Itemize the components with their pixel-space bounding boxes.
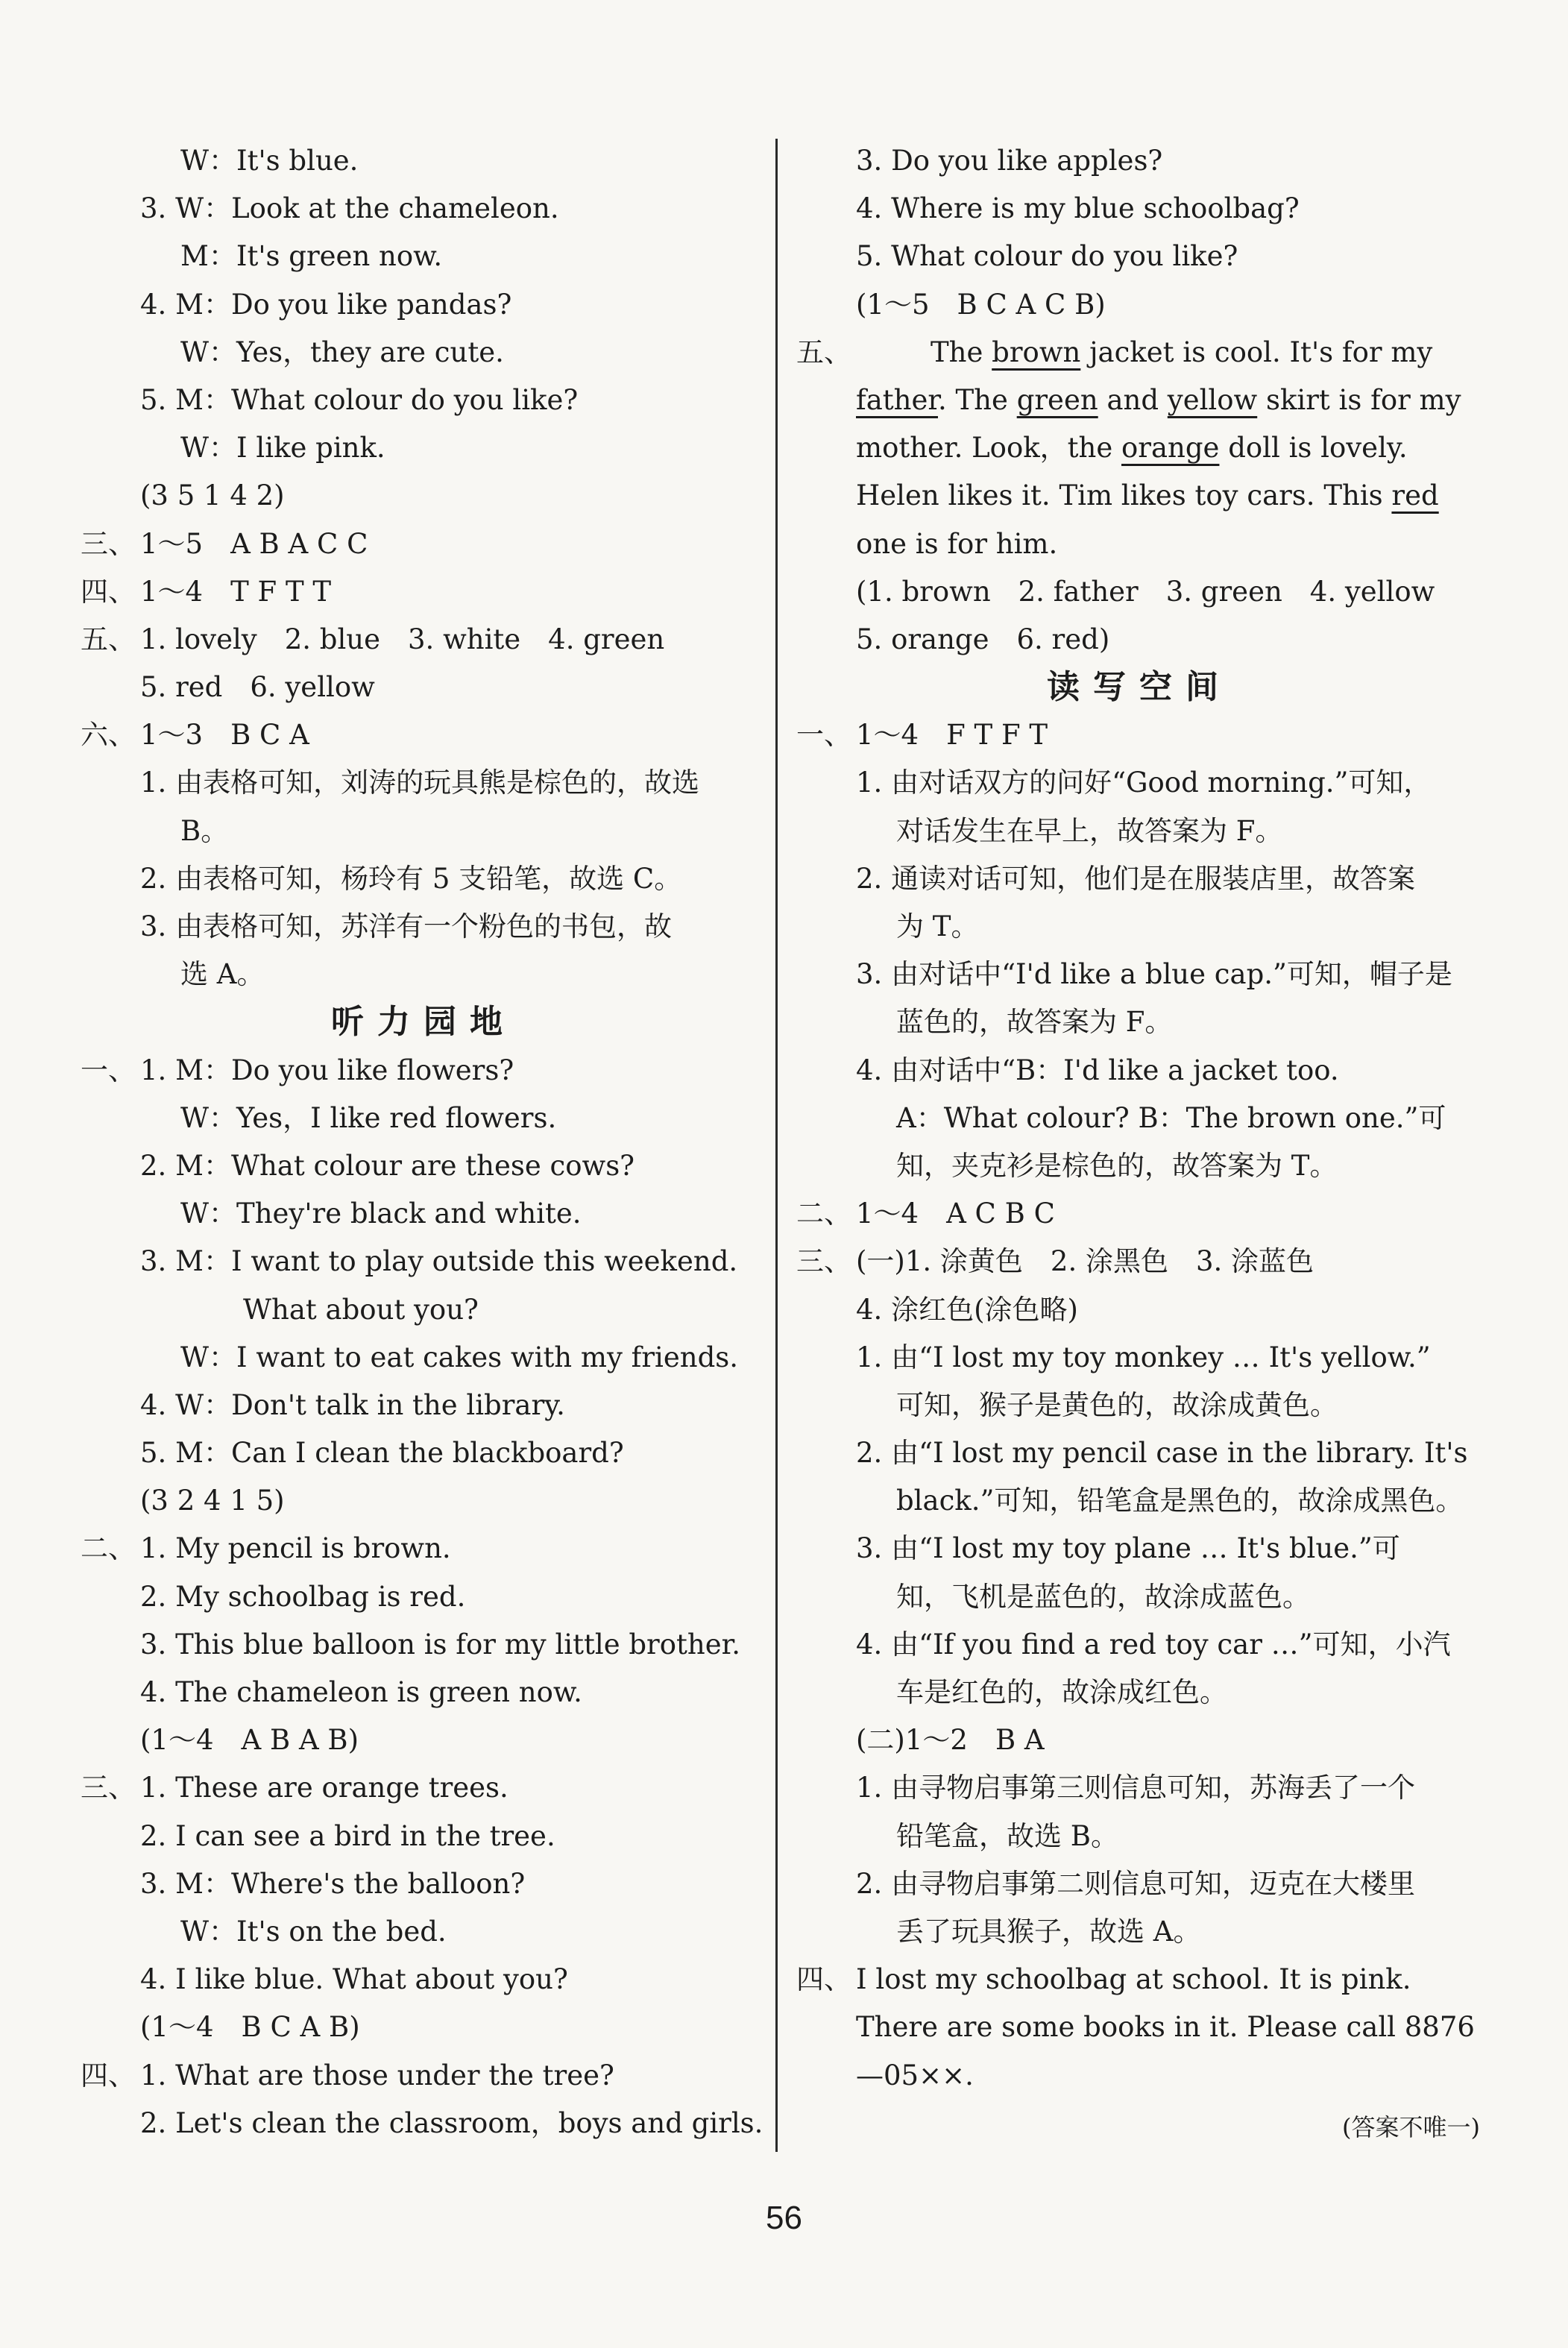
filled-blank: green: [1016, 383, 1098, 416]
line-text: 1. M：Do you like flowers?: [140, 1054, 514, 1086]
line-text: (一)1. 涂黄色 2. 涂黑色 3. 涂蓝色: [856, 1245, 1314, 1278]
answer-line: [796, 1095, 1482, 1142]
line-text: B。: [180, 814, 229, 847]
answer-line: [81, 1382, 766, 1429]
line-text: [856, 424, 1408, 472]
text-run: Helen likes it. Tim likes toy cars. This: [856, 479, 1392, 512]
answer-line: [81, 2100, 766, 2147]
answer-line: [796, 281, 1482, 329]
line-text: (1～4 A B A B): [140, 1724, 359, 1757]
line-text: 5. M：Can I clean the blackboard?: [140, 1437, 624, 1470]
filled-blank: red: [1391, 479, 1439, 512]
line-text: 1～4 A C B C: [856, 1197, 1055, 1230]
text-run: skirt is for my: [1257, 383, 1461, 416]
line-text: 3. 由“I lost my toy plane … It's blue.”可: [856, 1532, 1400, 1565]
answer-line: [796, 377, 1482, 424]
line-text: 5. orange 6. red): [856, 623, 1110, 655]
answer-line: [796, 137, 1482, 185]
line-text: W：I like pink.: [180, 432, 385, 465]
line-text: 1. 由“I lost my toy monkey … It's yellow.”: [856, 1341, 1431, 1373]
line-text: (1～4 B C A B): [140, 2011, 360, 2044]
answer-line: [81, 1238, 766, 1285]
line-text: W：Yes，I like red flowers.: [180, 1101, 557, 1134]
answer-line: [81, 903, 766, 951]
answer-line: [81, 281, 766, 329]
line-text: 1～5 A B A C C: [140, 527, 368, 560]
section-number: 五、: [81, 623, 136, 655]
answer-line: [796, 1286, 1482, 1334]
answer-line: [81, 1095, 766, 1142]
answer-line: [796, 903, 1482, 951]
answer-line: [81, 2004, 766, 2051]
line-text: W：I want to eat cakes with my friends.: [180, 1341, 739, 1373]
line-text: 车是红色的，故涂成红色。: [896, 1676, 1227, 1708]
answer-line: [796, 568, 1482, 616]
answer-line: [796, 1334, 1482, 1382]
answer-line: [81, 1716, 766, 1764]
answer-line: [796, 520, 1482, 568]
answer-line: [81, 1047, 766, 1095]
line-text: 3. W：Look at the chameleon.: [140, 192, 559, 225]
line-text: W：It's blue.: [180, 145, 359, 177]
answer-line: [796, 711, 1482, 759]
text-run: The: [931, 336, 992, 368]
section-number: 三、: [81, 527, 136, 560]
answer-line: [796, 185, 1482, 233]
answer-line: [81, 1477, 766, 1525]
line-text: 蓝色的，故答案为 F。: [896, 1006, 1173, 1039]
line-text: 3. M：Where's the balloon?: [140, 1867, 526, 1900]
line-text: 3. This blue balloon is for my little brother.: [140, 1628, 740, 1661]
line-text: 4. I like blue. What about you?: [140, 1963, 568, 1996]
answer-line: [796, 472, 1482, 520]
answer-line: [81, 424, 766, 472]
answer-line: [796, 1525, 1482, 1573]
answer-line: [796, 1860, 1482, 1908]
line-text: 1～4 F T F T: [856, 719, 1048, 752]
answer-line: [796, 1573, 1482, 1621]
line-text: W：It's on the bed.: [180, 1915, 447, 1948]
answer-line: [796, 808, 1482, 855]
line-text: 1. These are orange trees.: [140, 1772, 509, 1804]
answer-line: [81, 472, 766, 520]
line-text: 对话发生在早上，故答案为 F。: [896, 814, 1283, 847]
line-text: 5. M：What colour do you like?: [140, 383, 579, 416]
line-text: 4. W：Don't talk in the library.: [140, 1388, 565, 1421]
line-text: 1～4 T F T T: [140, 575, 332, 608]
answer-line: [81, 520, 766, 568]
section-number: 二、: [796, 1197, 851, 1230]
answer-line: [796, 1669, 1482, 1716]
line-text: 2. 由寻物启事第二则信息可知，迈克在大楼里: [856, 1867, 1416, 1900]
answer-line: [796, 1956, 1482, 2004]
line-text: 为 T。: [896, 910, 979, 942]
answer-line: [796, 1621, 1482, 1669]
line-text: A：What colour? B：The brown one.”可: [896, 1101, 1446, 1134]
text-run: doll is lovely.: [1219, 432, 1408, 465]
line-text: 4. 由对话中“B：I'd like a jacket too.: [856, 1054, 1339, 1086]
answer-line: [796, 233, 1482, 280]
right-column: [796, 137, 1482, 2100]
answer-line: [796, 1142, 1482, 1190]
answer-line: [81, 951, 766, 998]
answer-line: [796, 616, 1482, 664]
line-text: [931, 329, 1432, 377]
answer-line: [796, 759, 1482, 807]
section-heading-reading-writing: 读写空间: [1047, 668, 1232, 707]
line-text: 可知，猴子是黄色的，故涂成黄色。: [896, 1388, 1338, 1421]
line-text: 1. What are those under the tree?: [140, 2059, 614, 2092]
line-text: 2. 由表格可知，杨玲有 5 支铅笔，故选 C。: [140, 862, 682, 895]
line-text: 知，飞机是蓝色的，故涂成蓝色。: [896, 1580, 1310, 1613]
answer-line: [796, 1190, 1482, 1238]
answer-line: [796, 1382, 1482, 1429]
text-run: . The: [937, 383, 1017, 416]
line-text: black.”可知，铅笔盒是黑色的，故涂成黑色。: [896, 1485, 1464, 1517]
line-text: (1～5 B C A C B): [856, 288, 1106, 321]
section-number: 四、: [796, 1963, 851, 1996]
line-text: [856, 472, 1439, 520]
line-text: 2. M：What colour are these cows?: [140, 1149, 635, 1182]
answer-line: [81, 2052, 766, 2100]
left-column: [81, 137, 766, 2147]
column-divider: [775, 139, 778, 2152]
line-text: 2. My schoolbag is red.: [140, 1580, 466, 1613]
page-number: 56: [766, 2200, 802, 2236]
answer-line: [796, 1047, 1482, 1095]
line-text: (3 5 1 4 2): [140, 479, 285, 512]
section-number: 四、: [81, 2059, 136, 2092]
text-run: mother. Look，the: [856, 432, 1121, 465]
answer-line: [81, 329, 766, 377]
answer-line: [796, 1716, 1482, 1764]
line-text: 1. My pencil is brown.: [140, 1532, 451, 1565]
answer-line: [81, 711, 766, 759]
line-text: 4. 涂红色(涂色略): [856, 1293, 1078, 1326]
line-text: —05××.: [856, 2059, 974, 2092]
line-text: What about you?: [243, 1293, 479, 1326]
line-text: 3. Do you like apples?: [856, 145, 1163, 177]
line-text: 4. M：Do you like pandas?: [140, 288, 512, 321]
line-text: W：Yes，they are cute.: [180, 336, 504, 368]
answer-line: [81, 759, 766, 807]
section-number: 四、: [81, 575, 136, 608]
text-run: jacket is cool. It's for my: [1080, 336, 1433, 368]
answer-line: [796, 1764, 1482, 1812]
answer-line: [796, 1908, 1482, 1956]
answer-line: [81, 1142, 766, 1190]
section-heading-listening: 听力园地: [331, 1003, 516, 1042]
line-text: 3. M：I want to play outside this weekend.: [140, 1245, 738, 1278]
answer-line: [81, 1334, 766, 1382]
section-number: 一、: [796, 719, 851, 752]
answer-line: [81, 233, 766, 280]
line-text: 1～3 B C A: [140, 719, 309, 752]
line-text: 5. What colour do you like?: [856, 240, 1238, 273]
line-text: There are some books in it. Please call 8876: [856, 2011, 1475, 2044]
line-text: M：It's green now.: [180, 240, 443, 273]
answer-line: [81, 616, 766, 664]
answer-line: [796, 951, 1482, 998]
line-text: 选 A。: [180, 958, 265, 991]
line-text: 3. 由表格可知，苏洋有一个粉色的书包，故: [140, 910, 673, 942]
line-text: (3 2 4 1 5): [140, 1485, 285, 1517]
line-text: 2. I can see a bird in the tree.: [140, 1819, 555, 1852]
line-text: 铅笔盒，故选 B。: [896, 1819, 1118, 1852]
answer-line: [81, 1429, 766, 1477]
text-run: and: [1098, 383, 1168, 416]
line-text: (1. brown 2. father 3. green 4. yellow: [856, 575, 1435, 608]
answer-line: [81, 1525, 766, 1573]
line-text: 1. 由寻物启事第三则信息可知，苏海丢了一个: [856, 1772, 1416, 1804]
filled-blank: yellow: [1167, 383, 1258, 416]
line-text: 丢了玩具猴子，故选 A。: [896, 1915, 1201, 1948]
answer-line: [796, 1477, 1482, 1525]
answer-line: [81, 1190, 766, 1238]
line-text: [856, 377, 1461, 424]
filled-blank: brown: [992, 336, 1081, 368]
answer-line: [81, 1956, 766, 2004]
line-text: 1. lovely 2. blue 3. white 4. green: [140, 623, 665, 655]
answer-line: [796, 1429, 1482, 1477]
line-text: 2. 通读对话可知，他们是在服装店里，故答案: [856, 862, 1416, 895]
line-text: one is for him.: [856, 527, 1058, 560]
answer-line: [81, 1621, 766, 1669]
answer-line: [796, 2004, 1482, 2051]
line-text: 知，夹克衫是棕色的，故答案为 T。: [896, 1149, 1338, 1182]
line-text: W：They're black and white.: [180, 1197, 582, 1230]
answer-note: (答案不唯一): [1342, 2113, 1480, 2141]
answer-line: [81, 855, 766, 903]
answer-line: [81, 137, 766, 185]
line-text: I lost my schoolbag at school. It is pink.: [856, 1963, 1411, 1996]
line-text: (二)1～2 B A: [856, 1724, 1045, 1757]
filled-blank: father: [856, 383, 938, 416]
section-number: 五、: [796, 336, 851, 368]
line-text: 2. 由“I lost my pencil case in the library. It's: [856, 1437, 1468, 1470]
answer-line: [796, 855, 1482, 903]
answer-line: [81, 1908, 766, 1956]
answer-line: [796, 2052, 1482, 2100]
answer-line: [81, 1286, 766, 1334]
line-text: 3. 由对话中“I'd like a blue cap.”可知，帽子是: [856, 958, 1452, 991]
answer-line: [796, 1238, 1482, 1285]
line-text: 4. 由“If you find a red toy car …”可知，小汽: [856, 1628, 1451, 1661]
answer-line: [796, 424, 1482, 472]
answer-line: [81, 568, 766, 616]
section-number: 三、: [796, 1245, 851, 1278]
answer-line: [81, 808, 766, 855]
answer-line: [81, 185, 766, 233]
filled-blank: orange: [1121, 432, 1220, 465]
section-number: 六、: [81, 719, 136, 752]
answer-line: [81, 664, 766, 711]
section-number: 二、: [81, 1532, 136, 1565]
answer-line: [81, 377, 766, 424]
line-text: 5. red 6. yellow: [140, 671, 375, 704]
line-text: 2. Let's clean the classroom，boys and girls.: [140, 2106, 763, 2139]
answer-line: [81, 1669, 766, 1716]
answer-line: [81, 1573, 766, 1621]
line-text: 4. The chameleon is green now.: [140, 1676, 582, 1708]
section-number: 三、: [81, 1772, 136, 1804]
answer-line: [796, 1813, 1482, 1860]
line-text: 1. 由表格可知，刘涛的玩具熊是棕色的，故选: [140, 767, 700, 799]
answer-line: [796, 998, 1482, 1046]
answer-line: [796, 329, 1482, 377]
section-number: 一、: [81, 1054, 136, 1086]
line-text: 1. 由对话双方的问好“Good morning.”可知，: [856, 767, 1432, 799]
answer-line: [81, 1813, 766, 1860]
answer-line: [81, 1860, 766, 1908]
line-text: 4. Where is my blue schoolbag?: [856, 192, 1300, 225]
answer-line: [81, 1764, 766, 1812]
